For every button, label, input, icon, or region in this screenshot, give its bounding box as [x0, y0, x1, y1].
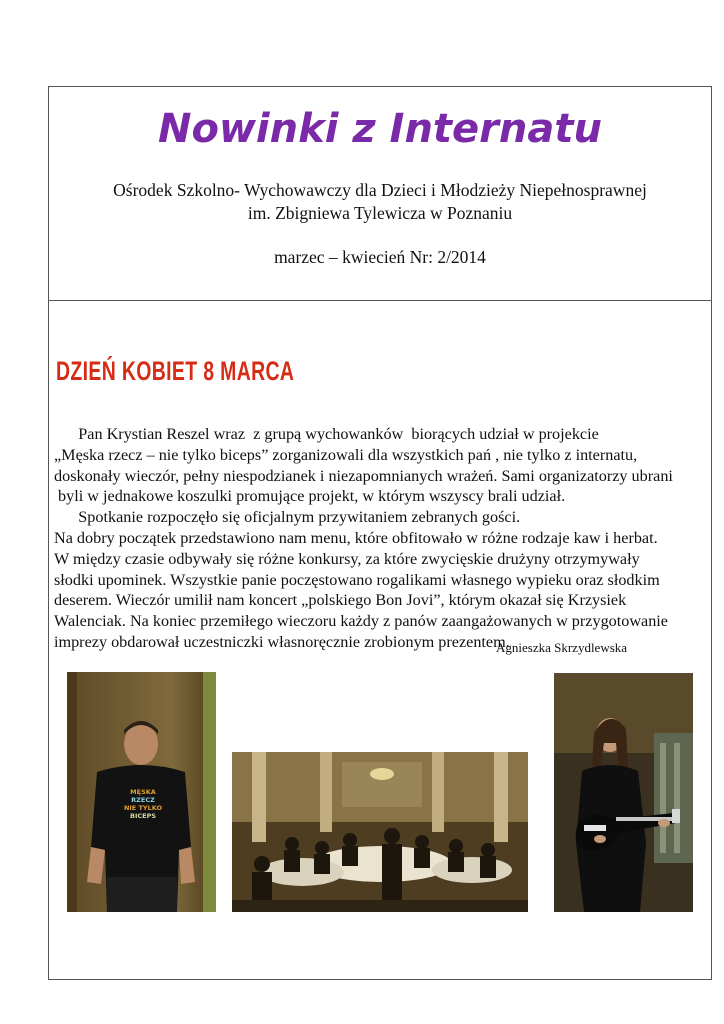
article-line: Na dobry początek przedstawiono nam menu, które obfitowało w różne rodzaje kaw i herbat. [54, 528, 658, 547]
article-author: Agnieszka Skrzydlewska [496, 640, 628, 655]
article-line: imprezy obdarował uczestniczki własnoręcznie zrobionym prezentem. [54, 632, 510, 651]
article-line: Spotkanie rozpoczęło się oficjalnym przywitaniem zebranych gości. [54, 508, 521, 527]
article-line: W między czasie odbywały się różne konkursy, za które zwycięskie drużyny otrzymywały [54, 549, 640, 568]
shirt-text-line: NIE TYLKO [123, 804, 163, 812]
newsletter-title: Nowinki z Internatu [158, 106, 602, 152]
shirt-text-line: BICEPS [129, 812, 157, 820]
header-divider [48, 300, 712, 301]
article-line: Walenciak. Na koniec przemiłego wieczoru każdy z panów zaangażowanych w przygotowanie [54, 612, 668, 631]
photo-man-in-shirt [67, 672, 216, 912]
article-line: Pan Krystian Reszel wraz z grupą wychowanków biorących udział w projekcie [54, 425, 599, 443]
organization-patron: im. Zbigniewa Tylewicza w Poznaniu [247, 203, 513, 223]
organization-name: Ośrodek Szkolno- Wychowawczy dla Dzieci i Młodzieży Niepełnosprawnej [113, 180, 647, 200]
shirt-text-line: RZECZ [131, 796, 155, 804]
article-line: słodki upominek. Wszystkie panie poczęstowano rogalikami własnego wypieku oraz słodkim [54, 570, 660, 589]
article-line: doskonały wieczór, pełny niespodzianek i niezapomnianych wrażeń. Sami organizatorzy ubrani [54, 466, 673, 485]
article-line: deserem. Wieczór umilił nam koncert „polskiego Bon Jovi”, którym okazał się Krzysiek [54, 591, 627, 610]
photo-party-hall [232, 752, 528, 912]
article-line: „Męska rzecz – nie tylko biceps” zorganizowali dla wszystkich pań , nie tylko z internatu, [54, 445, 638, 464]
shirt-text-line: MĘSKA [130, 788, 156, 796]
issue-info: marzec – kwiecień Nr: 2/2014 [274, 247, 486, 267]
article-body [54, 424, 714, 653]
shirt-print [113, 788, 173, 820]
article-headline: DZIEŃ KOBIET 8 MARCA [56, 356, 295, 386]
photo-guitarist [554, 673, 693, 912]
article-line: byli w jednakowe koszulki promujące projekt, w którym wszyscy brali udział. [54, 487, 566, 506]
